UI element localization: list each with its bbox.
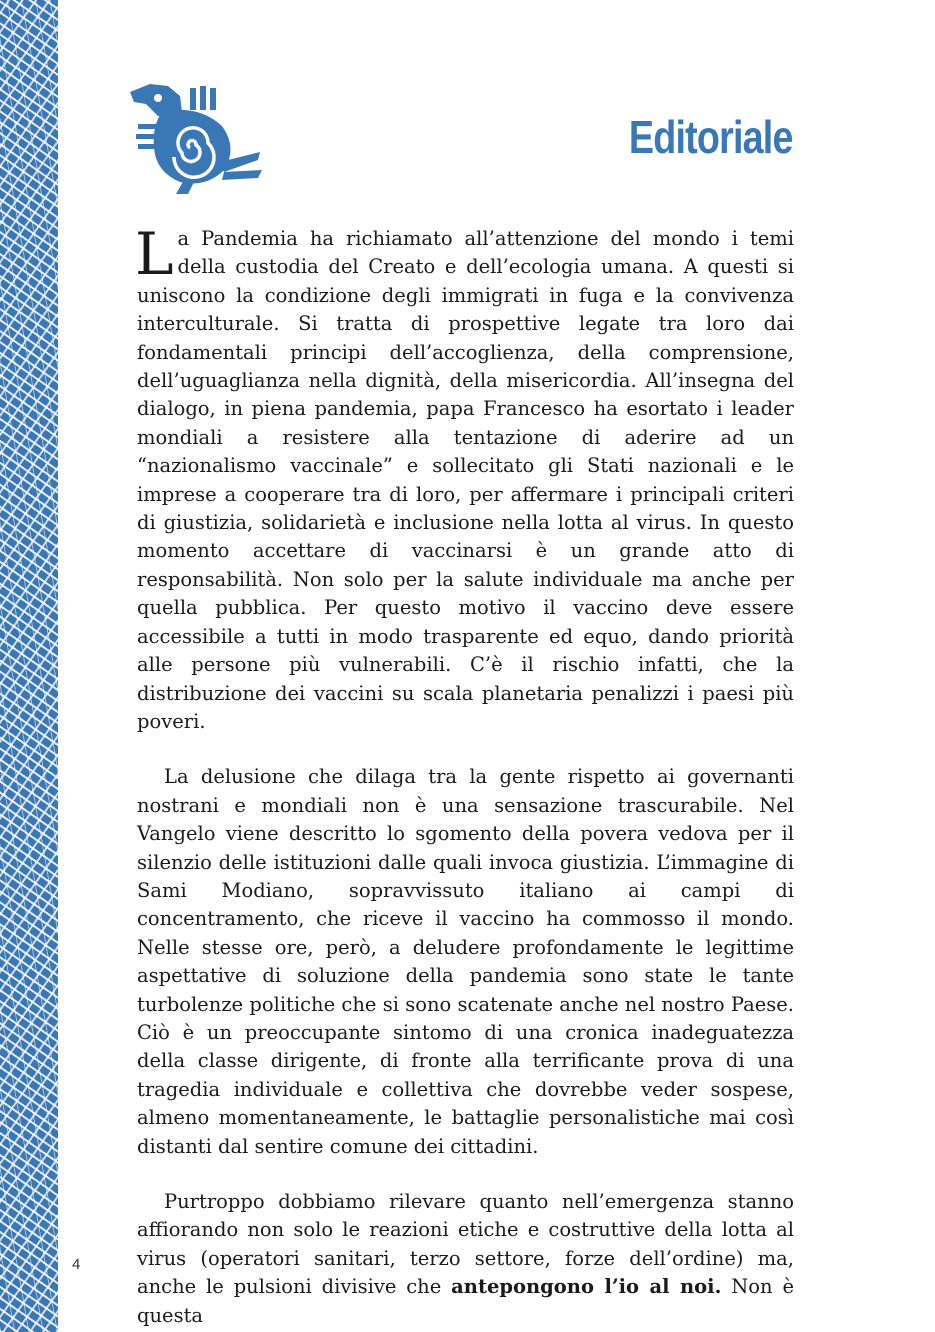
drop-cap: L xyxy=(135,220,174,288)
bird-logo-icon xyxy=(128,82,262,194)
decorative-side-border xyxy=(0,0,58,1332)
paragraph-1 xyxy=(135,220,794,736)
article-body xyxy=(135,220,794,1330)
page-title: Editoriale xyxy=(629,111,793,163)
paragraph-3-text-before: Purtroppo dobbiamo rilevare quanto nell’emergenza stanno affiorando non solo le reazioni etiche e costruttive della lotta al virus (operatori sanitari, terzo settore, forze dell’ordine) ma, anche le pulsioni divisive che xyxy=(137,1190,794,1299)
paragraph-1-text: a Pandemia ha richiamato all’attenzione del mondo i temi della custodia del Creato e dell’ecologia umana. A questi si uniscono la condizione degli immigrati in fuga e la convivenza interculturale. Si tratta di prospettive legate tra loro dai fondamentali principi dell’accoglienza, della comprensione, dell’uguaglianza nella dignità, della misericordia. All’insegna del dialogo, in piena pandemia, papa Francesco ha esortato i leader mondiali a resistere alla tentazione di aderire ad un “nazionalismo vaccinale” e sollecitato gli Stati nazionali e le imprese a cooperare tra di loro, per affermare i principali criteri di giustizia, solidarietà e inclusione nella lotta al virus. In questo momento accettare di vaccinarsi è un grande atto di responsabilità. Non solo per la salute individuale ma anche per quella pubblica. Per questo motivo il vaccino deve essere accessibile a tutti in modo trasparente ed equo, dando priorità alle persone più vulnerabili. C’è il rischio infatti, che la distribuzione dei vaccini su scala planetaria penalizzi i paesi più poveri. xyxy=(137,227,794,733)
page-number: 4 xyxy=(72,1256,81,1273)
paragraph-3 xyxy=(137,1188,794,1330)
paragraph-3-bold-text: antepongono l’io al noi. xyxy=(451,1275,722,1299)
paragraph-2: La delusione che dilaga tra la gente rispetto ai governanti nostrani e mondiali non è una sensazione trascurabile. Nel Vangelo viene descritto lo sgomento della povera vedova per il silenzio delle istituzioni dalle quali invoca giustizia. L’immagine di Sami Modiano, sopravvissuto italiano ai campi di concentramento, che riceve il vaccino ha commosso il mondo. Nelle stesse ore, però, a deludere profondamente le legittime aspettative di soluzione della pandemia sono state le tante turbolenze politiche che si sono scatenate anche nel nostro Paese. Ciò è un preoccupante sintomo di una cronica inadeguatezza della classe dirigente, di fronte alla terrificante prova di una tragedia individuale e collettiva che dovrebbe veder sospese, almeno momentaneamente, le battaglie personalistiche mai così distanti dal sentire comune dei cittadini. xyxy=(137,765,794,1158)
paragraph-3-text-after: Non è questa xyxy=(137,1275,794,1327)
